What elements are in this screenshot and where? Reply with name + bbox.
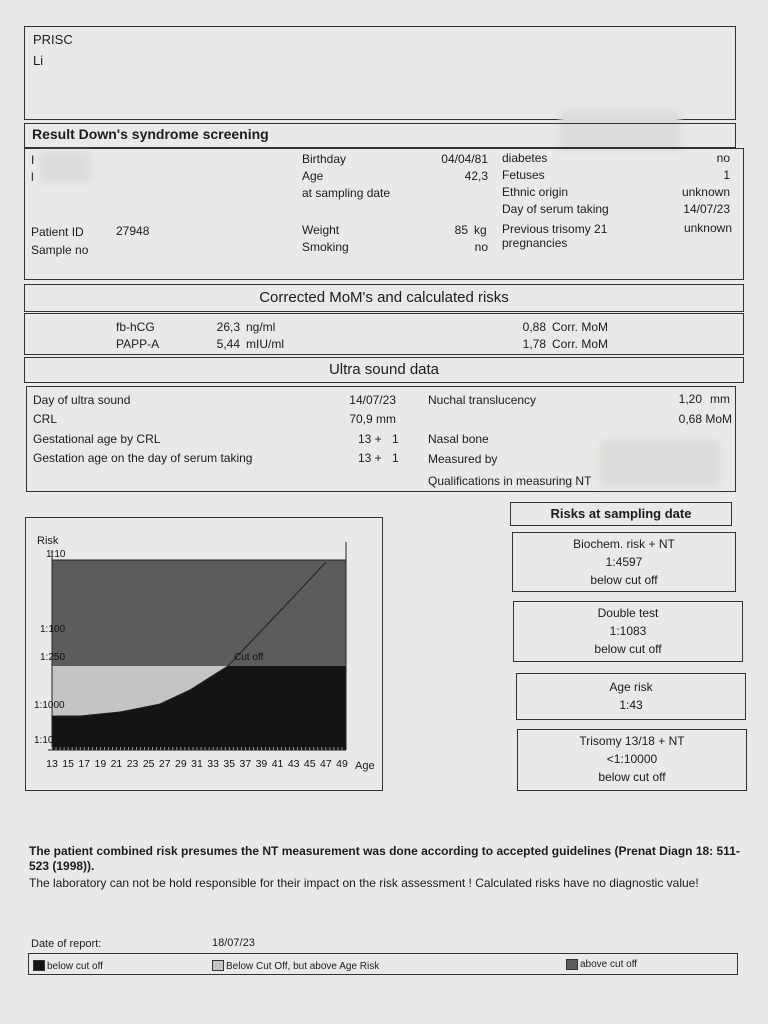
diabetes-label: diabetes (502, 151, 548, 165)
risk-box-title: Biochem. risk + NT (573, 537, 675, 551)
y-tick-1-1000: 1:1000 (34, 700, 65, 711)
x-tick-label: 13 (46, 758, 58, 770)
risk-box-title: Double test (597, 606, 659, 620)
name-initial-2: l (31, 170, 34, 184)
mom-row-mom: 0,88 (522, 320, 546, 334)
mom-title: Corrected MoM's and calculated risks (259, 289, 509, 306)
legend-label-below: below cut off (47, 961, 103, 972)
x-tick-label: 37 (239, 758, 252, 770)
risks-title: Risks at sampling date (550, 506, 692, 521)
serum-day-label: Day of serum taking (502, 202, 609, 216)
us-ga-serum-weeks: 13 + (358, 451, 382, 465)
risk-box-title: Trisomy 13/18 + NT (579, 734, 685, 748)
risk-box-title: Age risk (609, 680, 653, 694)
x-tick-label: 39 (255, 758, 268, 770)
patient-id-label: Patient ID (31, 225, 84, 239)
risk-box-value: <1:10000 (606, 752, 658, 766)
us-nasal-label: Nasal bone (428, 432, 489, 446)
us-ga-crl-label: Gestational age by CRL (33, 432, 161, 446)
us-crl-value: 70,9 mm (349, 412, 396, 426)
age-value: 42,3 (464, 169, 488, 183)
weight-label: Weight (302, 223, 340, 237)
y-tick-1-250: 1:250 (40, 652, 66, 663)
mom-row-value: 26,3 (216, 320, 240, 334)
mom-row-mom-label: Corr. MoM (552, 320, 609, 334)
birthday-label: Birthday (302, 152, 347, 166)
x-tick-label: 17 (78, 758, 91, 770)
report-date-label: Date of report: (31, 938, 102, 950)
weight-unit: kg (474, 223, 487, 237)
age-label: Age (302, 169, 324, 183)
us-qual-label: Qualifications in measuring NT (428, 474, 592, 488)
y-tick-1-100: 1:100 (40, 624, 66, 635)
name-initial-1: I (31, 153, 35, 167)
serum-day-value: 14/07/23 (683, 202, 730, 216)
risk-box-biochem (512, 532, 736, 592)
x-tick-label: 35 (223, 758, 236, 770)
diabetes-value: no (716, 151, 730, 165)
mom-row-unit: ng/ml (246, 320, 276, 334)
header-line2: Li (33, 53, 44, 68)
us-nt-mom: 0,68 MoM (678, 412, 732, 426)
risk-box-note: below cut off (590, 573, 658, 587)
risk-box-note: below cut off (598, 770, 666, 784)
mom-row-value: 5,44 (216, 337, 240, 351)
x-tick-label: 23 (126, 758, 139, 770)
weight-value: 85 (454, 223, 468, 237)
risk-box-value: 1:1083 (609, 624, 647, 638)
fetuses-label: Fetuses (502, 168, 545, 182)
report-date-value: 18/07/23 (212, 937, 255, 949)
us-day-value: 14/07/23 (349, 393, 396, 407)
us-ga-serum-label: Gestation age on the day of serum taking (33, 451, 253, 465)
y-tick-1-10-bottom: 1:10 (34, 735, 54, 746)
mom-row-unit: mIU/ml (246, 337, 284, 351)
x-tick-labels (46, 758, 348, 770)
us-nt-value: 1,20 (678, 392, 702, 406)
us-crl-label: CRL (33, 412, 58, 426)
x-tick-label: 43 (287, 758, 300, 770)
us-ga-crl-weeks: 13 + (358, 432, 382, 446)
risk-box-value: 1:43 (619, 698, 643, 712)
x-tick-label: 47 (320, 758, 332, 770)
mom-row-name: PAPP-A (116, 337, 160, 351)
footer-note-bold: The patient combined risk presumes the NT measurement was done according to accepted guidelines (Prenat Diagn 18: 511-523 (1998)). (29, 844, 740, 873)
us-day-label: Day of ultra sound (33, 393, 131, 407)
x-tick-label: 21 (110, 758, 123, 770)
smoking-label: Smoking (302, 240, 349, 254)
us-title: Ultra sound data (328, 361, 440, 378)
ethnic-value: unknown (681, 185, 730, 199)
x-tick-label: 49 (336, 758, 348, 770)
us-nt-unit: mm (710, 392, 730, 406)
mom-row-mom: 1,78 (522, 337, 546, 351)
mom-row-name: fb-hCG (116, 320, 155, 334)
header-line1: PRISC (33, 32, 73, 47)
chart-ylabel: Risk (37, 535, 59, 547)
mom-row-mom-label: Corr. MoM (552, 337, 609, 351)
us-nt-label: Nuchal translucency (428, 393, 537, 407)
risk-box-double (513, 601, 743, 662)
cutoff-label: Cut off (234, 652, 264, 663)
ethnic-label: Ethnic origin (502, 185, 569, 199)
x-tick-label: 25 (142, 758, 155, 770)
us-ga-serum-days: 1 (392, 451, 399, 465)
above-cutoff-region (52, 560, 346, 666)
birthday-value: 04/04/81 (441, 152, 488, 166)
footer-note-plain: The laboratory can not be hold responsible for their impact on the risk assessment ! Calculated risks have no diagnostic value! (29, 876, 699, 890)
result-title: Result Down's syndrome screening (32, 126, 269, 142)
us-ga-crl-days: 1 (392, 432, 399, 446)
legend-swatch-mid (566, 959, 578, 970)
y-tick-1-10-top: 1:10 (46, 549, 66, 560)
x-tick-label: 29 (175, 758, 187, 770)
x-tick-label: 41 (271, 758, 284, 770)
x-tick-label: 33 (207, 758, 219, 770)
smoking-value: no (474, 240, 488, 254)
sample-no-label: Sample no (31, 243, 89, 257)
legend-swatch-dark (33, 960, 45, 971)
prev-trisomy-value: unknown (683, 221, 732, 235)
risk-box-note: below cut off (594, 642, 662, 656)
x-tick-label: 19 (94, 758, 107, 770)
legend-label-between: Below Cut Off, but above Age Risk (226, 961, 380, 972)
risk-box-value: 1:4597 (605, 555, 643, 569)
legend-swatch-light (212, 960, 224, 971)
prev-trisomy-label2: pregnancies (502, 236, 568, 250)
x-tick-label: 27 (158, 758, 171, 770)
at-sampling-label: at sampling date (302, 186, 391, 200)
us-measured-label: Measured by (428, 452, 498, 466)
x-tick-label: 15 (62, 758, 74, 770)
patient-id-value: 27948 (116, 224, 150, 238)
x-tick-label: 45 (303, 758, 316, 770)
risk-box-age (516, 673, 746, 720)
prev-trisomy-label: Previous trisomy 21 (502, 222, 608, 236)
risk-box-trisomy (517, 729, 747, 791)
legend-label-above: above cut off (580, 959, 638, 970)
chart-xlabel: Age (355, 760, 375, 772)
x-tick-label: 31 (191, 758, 203, 770)
fetuses-value: 1 (723, 168, 730, 182)
